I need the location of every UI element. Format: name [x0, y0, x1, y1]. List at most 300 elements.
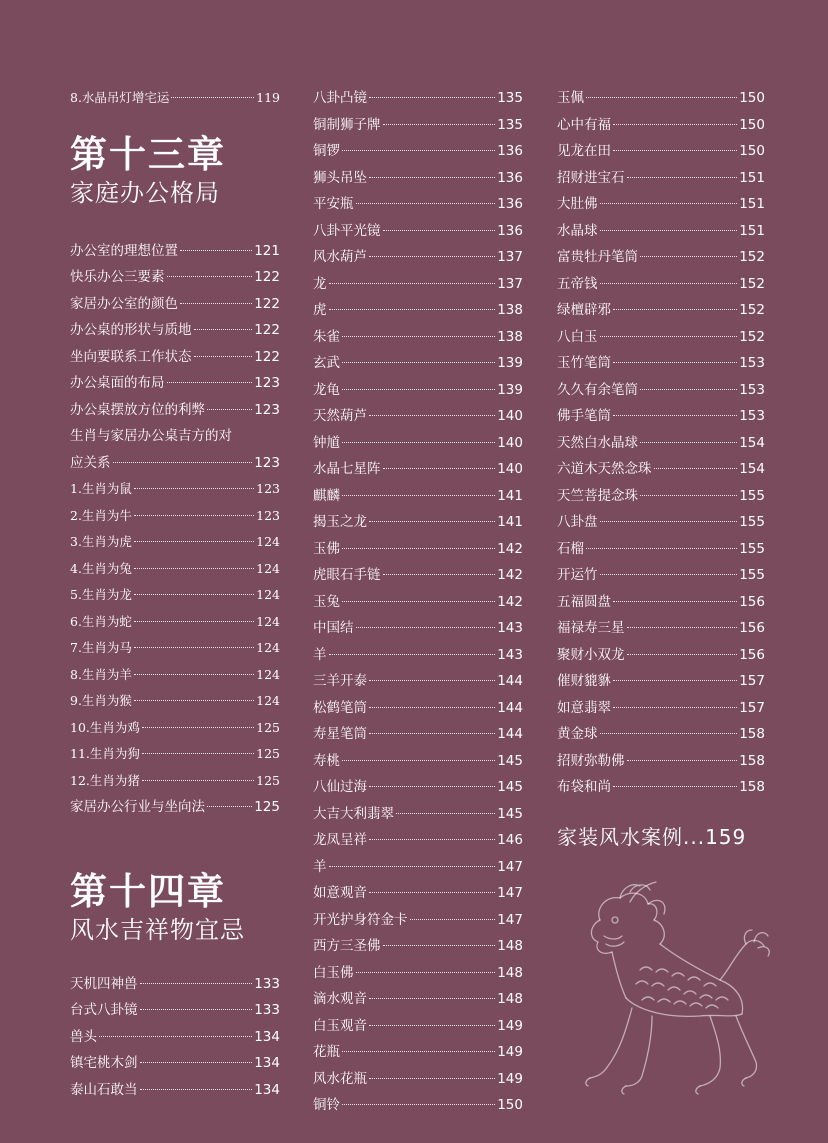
toc-entry-page: 124	[256, 666, 280, 682]
toc-entry-label: 办公桌面的布局	[70, 375, 165, 391]
big-entry-page: 159	[705, 824, 747, 849]
toc-entry[interactable]	[313, 509, 523, 536]
toc-entry[interactable]	[313, 403, 523, 430]
toc-entry-label: 风水花瓶	[313, 1070, 367, 1087]
toc-entry[interactable]	[70, 476, 280, 503]
toc-entry-page: 122	[254, 322, 280, 338]
toc-entry[interactable]	[557, 138, 765, 165]
toc-entry[interactable]	[313, 377, 523, 404]
toc-entry[interactable]	[557, 509, 765, 536]
toc-entry-label: 龙凤呈祥	[313, 832, 367, 848]
leader-dots	[383, 945, 496, 946]
toc-entry[interactable]	[70, 291, 280, 318]
toc-entry-label: 八卦凸镜	[313, 90, 367, 106]
leader-dots	[369, 1078, 495, 1079]
toc-entry-page: 123	[254, 401, 280, 418]
toc-entry-page: 150	[739, 116, 765, 133]
toc-entry-page: 136	[497, 143, 523, 159]
toc-entry[interactable]	[313, 642, 523, 669]
toc-entry-label: 平安瓶	[313, 196, 354, 212]
chapter13-entries	[70, 238, 280, 424]
toc-entry-page: 151	[739, 222, 765, 239]
toc-entry-page: 134	[254, 1055, 280, 1071]
leader-dots	[329, 309, 496, 310]
toc-entry-page: 156	[739, 620, 765, 636]
leader-dots	[627, 177, 738, 178]
toc-entry-label: 玉佛	[313, 540, 340, 557]
toc-entry-page: 146	[497, 832, 523, 848]
toc-entry[interactable]	[313, 1092, 523, 1119]
leader-dots	[600, 203, 738, 204]
leader-dots	[369, 256, 495, 257]
toc-entry[interactable]	[70, 971, 280, 998]
leader-dots	[369, 1025, 495, 1026]
toc-entry-page: 148	[497, 964, 523, 981]
toc-entry[interactable]	[313, 668, 523, 695]
toc-entry-page: 145	[497, 752, 523, 769]
toc-entry[interactable]	[313, 854, 523, 881]
toc-entry[interactable]	[313, 483, 523, 510]
toc-entry-page: 149	[497, 1044, 523, 1060]
leader-dots	[140, 983, 253, 984]
toc-entry[interactable]	[313, 748, 523, 775]
leader-dots	[600, 283, 738, 284]
toc-entry-label: 玉佩	[557, 90, 584, 106]
toc-big-entry[interactable]	[557, 821, 765, 850]
toc-entry-page: 124	[256, 560, 280, 576]
leader-dots	[613, 309, 737, 310]
toc-entry-page: 152	[739, 275, 765, 292]
toc-entry-page: 142	[497, 567, 523, 583]
toc-entry[interactable]	[70, 582, 280, 609]
toc-entry-page: 122	[254, 295, 280, 312]
toc-entry-page: 123	[254, 454, 280, 471]
leader-dots	[369, 521, 495, 522]
leader-dots	[640, 442, 737, 443]
leader-dots	[194, 356, 253, 357]
toc-entry[interactable]	[557, 350, 765, 377]
toc-entry-label: 黄金球	[557, 726, 598, 742]
toc-entry-page: 158	[739, 752, 765, 769]
toc-entry[interactable]	[313, 721, 523, 748]
toc-entry-page: 140	[497, 434, 523, 451]
toc-entry[interactable]	[313, 615, 523, 642]
toc-entry[interactable]	[70, 238, 280, 265]
leader-dots	[600, 733, 738, 734]
leader-dots	[180, 250, 252, 251]
chapter-13-subtitle: 家庭办公格局	[70, 178, 220, 207]
leader-dots	[342, 336, 495, 337]
toc-entry[interactable]	[313, 430, 523, 457]
toc-entry-label: 聚财小双龙	[557, 646, 625, 663]
toc-entry[interactable]	[557, 271, 765, 298]
toc-entry-page: 155	[739, 487, 765, 504]
toc-entry[interactable]	[70, 794, 280, 821]
toc-entry-label: 快乐办公三要素	[70, 269, 165, 285]
toc-entry[interactable]	[313, 695, 523, 722]
leader-dots	[140, 1009, 253, 1010]
toc-entry[interactable]	[557, 324, 765, 351]
leader-dots	[342, 760, 495, 761]
toc-entry-multiline-line1[interactable]: 生肖与家居办公桌吉方的对	[70, 428, 232, 444]
leader-dots	[613, 415, 737, 416]
toc-entry-page: 124	[256, 640, 280, 655]
leader-dots	[396, 813, 495, 814]
toc-entry-label: 水晶七星阵	[313, 461, 381, 477]
leader-dots	[383, 574, 496, 575]
toc-entry-label: 玉竹笔筒	[557, 355, 611, 371]
toc-entry[interactable]	[313, 907, 523, 934]
toc-entry-label: 富贵牡丹笔筒	[557, 249, 638, 265]
toc-entry-page: 123	[256, 481, 280, 496]
toc-entry-page: 138	[497, 328, 523, 345]
toc-entry-page: 138	[497, 302, 523, 318]
chapter14-entries	[70, 971, 280, 1104]
toc-entry-multiline-line2[interactable]	[70, 450, 280, 477]
toc-entry[interactable]	[557, 244, 765, 271]
toc-entry-page: 136	[497, 196, 523, 212]
leader-dots	[134, 541, 254, 542]
toc-entry[interactable]	[70, 370, 280, 397]
toc-entry-page: 139	[497, 381, 523, 398]
toc-entry[interactable]	[70, 997, 280, 1024]
toc-entry-page: 148	[497, 991, 523, 1007]
leader-dots	[342, 389, 495, 390]
leader-dots	[142, 753, 254, 754]
toc-entry[interactable]	[313, 1039, 523, 1066]
leader-dots	[586, 97, 737, 98]
toc-entry-page: 124	[256, 587, 280, 602]
toc-column-3	[557, 85, 765, 850]
toc-entry-page: 151	[739, 169, 765, 186]
toc-entry-label: 见龙在田	[557, 143, 611, 159]
toc-entry-page: 122	[254, 269, 280, 285]
leader-dots	[167, 276, 253, 277]
toc-entry-page: 157	[739, 673, 765, 689]
leader-dots	[369, 892, 495, 893]
toc-entry-page: 144	[497, 699, 523, 716]
toc-entry[interactable]	[70, 741, 280, 768]
leader-dots	[613, 150, 737, 151]
toc-entry[interactable]	[70, 609, 280, 636]
toc-entry-page: 125	[256, 772, 280, 788]
toc-entry-label: 八仙过海	[313, 779, 367, 795]
toc-entry[interactable]	[313, 138, 523, 165]
toc-entry[interactable]	[313, 801, 523, 828]
toc-entry[interactable]	[557, 668, 765, 695]
leader-dots	[369, 97, 495, 98]
leader-dots	[369, 707, 495, 708]
toc-entry-label: 开运竹	[557, 567, 598, 583]
toc-entry[interactable]	[557, 695, 765, 722]
toc-entry-label: 坐向要联系工作状态	[70, 348, 192, 365]
toc-entry-page: 152	[739, 302, 765, 318]
toc-entry[interactable]	[313, 1013, 523, 1040]
toc-entry-label: 12.生肖为猪	[70, 772, 140, 788]
toc-entry-label: 白玉观音	[313, 1017, 367, 1034]
toc-entry-page: 139	[497, 355, 523, 371]
toc-entry[interactable]	[313, 271, 523, 298]
toc-entry[interactable]	[313, 350, 523, 377]
toc-entry[interactable]	[313, 536, 523, 563]
toc-entry[interactable]	[557, 218, 765, 245]
toc-entry-page: 156	[739, 593, 765, 610]
toc-entry[interactable]	[313, 986, 523, 1013]
toc-entry-label: 久久有余笔筒	[557, 381, 638, 398]
toc-entry[interactable]	[557, 456, 765, 483]
leader-dots	[369, 786, 495, 787]
toc-entry-label: 5.生肖为龙	[70, 587, 132, 602]
toc-entry-label: 虎	[313, 302, 327, 318]
leader-dots	[134, 488, 254, 489]
toc-entry-page: 140	[497, 408, 523, 424]
leader-dots	[134, 515, 254, 516]
toc-entry[interactable]	[557, 165, 765, 192]
toc-entry-label: 佛手笔筒	[557, 408, 611, 424]
toc-entry[interactable]	[313, 244, 523, 271]
toc-entry[interactable]	[70, 529, 280, 556]
toc-entry[interactable]	[70, 397, 280, 424]
leader-dots	[369, 680, 495, 681]
toc-entry[interactable]	[313, 562, 523, 589]
toc-entry-label: 招财弥勒佛	[557, 752, 625, 769]
toc-entry[interactable]	[313, 933, 523, 960]
leader-dots	[356, 627, 496, 628]
leader-dots	[180, 303, 252, 304]
leader-dots	[369, 177, 495, 178]
toc-entry-label: 花瓶	[313, 1044, 340, 1060]
toc-entry[interactable]	[70, 1077, 280, 1104]
leader-dots	[640, 495, 737, 496]
toc-entry[interactable]	[70, 85, 280, 112]
toc-entry[interactable]	[557, 297, 765, 324]
toc-entry-label: 6.生肖为蛇	[70, 613, 132, 629]
leader-dots	[342, 601, 495, 602]
leader-dots	[207, 806, 252, 807]
toc-entry-label: 麒麟	[313, 487, 340, 504]
leader-dots	[613, 680, 737, 681]
chapter-14-heading	[70, 869, 280, 945]
toc-entry[interactable]	[557, 748, 765, 775]
toc-entry-page: 141	[497, 487, 523, 504]
toc-entry[interactable]	[70, 688, 280, 715]
leader-dots	[600, 336, 738, 337]
toc-entry[interactable]	[313, 1066, 523, 1093]
toc-entry-page: 145	[497, 805, 523, 822]
toc-entry-label: 玉兔	[313, 593, 340, 610]
toc-entry-label: 办公桌摆放方位的利弊	[70, 401, 205, 418]
leader-dots	[342, 1051, 495, 1052]
leader-dots	[207, 409, 252, 410]
toc-entry[interactable]	[313, 589, 523, 616]
toc-entry-label: 4.生肖为兔	[70, 560, 132, 576]
leader-dots	[613, 601, 737, 602]
chapter12-tail-list	[70, 85, 280, 112]
toc-entry-page: 144	[497, 726, 523, 742]
toc-entry-page: 134	[254, 1028, 280, 1045]
toc-entry[interactable]	[313, 827, 523, 854]
toc-entry[interactable]	[557, 615, 765, 642]
toc-entry-page: 147	[497, 885, 523, 901]
toc-entry-label: 石榴	[557, 540, 584, 557]
toc-entry[interactable]	[557, 774, 765, 801]
leader-dots	[613, 362, 737, 363]
toc-entry-label: 羊	[313, 646, 327, 663]
toc-entry[interactable]	[313, 191, 523, 218]
toc-entry[interactable]	[557, 642, 765, 669]
leader-dots	[600, 521, 738, 522]
toc-entry-label: 催财貔貅	[557, 673, 611, 689]
toc-entry-page: 149	[497, 1070, 523, 1087]
toc-entry[interactable]	[313, 112, 523, 139]
leader-dots	[140, 1062, 253, 1063]
toc-entry-label: 铜锣	[313, 143, 340, 159]
toc-column-2	[313, 85, 523, 1119]
toc-entry-page: 151	[739, 196, 765, 212]
toc-entry-label: 天然葫芦	[313, 408, 367, 424]
toc-entry-page: 149	[497, 1017, 523, 1034]
toc-entry[interactable]	[557, 536, 765, 563]
toc-entry[interactable]	[557, 377, 765, 404]
toc-entry-label: 滴水观音	[313, 991, 367, 1007]
toc-entry[interactable]	[313, 218, 523, 245]
toc-entry-label: 羊	[313, 858, 327, 875]
toc-entry-label: 7.生肖为马	[70, 640, 132, 655]
toc-entry[interactable]	[557, 430, 765, 457]
toc-entry-label: 招财进宝石	[557, 169, 625, 186]
toc-entry-label: 风水葫芦	[313, 249, 367, 265]
toc-entry-label: 天然白水晶球	[557, 434, 638, 451]
toc-entry-label: 大吉大利翡翠	[313, 805, 394, 822]
toc-entry-page: 142	[497, 593, 523, 610]
toc-entry[interactable]	[70, 264, 280, 291]
toc-entry[interactable]	[70, 768, 280, 795]
toc-entry[interactable]	[557, 403, 765, 430]
toc-entry[interactable]	[313, 456, 523, 483]
toc-entry-label: 泰山石敢当	[70, 1081, 138, 1098]
toc-entry-page: 123	[256, 507, 280, 523]
leader-dots	[342, 548, 495, 549]
toc-entry[interactable]	[313, 774, 523, 801]
toc-entry-label: 八白玉	[557, 328, 598, 345]
toc-entry[interactable]	[557, 562, 765, 589]
chapter-13-title: 第十三章	[70, 131, 226, 176]
toc-entry[interactable]	[557, 112, 765, 139]
leader-dots	[410, 919, 496, 920]
toc-entry-label: 三羊开泰	[313, 673, 367, 689]
toc-entry-page: 145	[497, 779, 523, 795]
leader-dots	[194, 329, 253, 330]
toc-entry[interactable]	[313, 297, 523, 324]
toc-entry-page: 136	[497, 169, 523, 186]
leader-dots	[356, 972, 496, 973]
chapter13-zodiac-entries	[70, 476, 280, 821]
toc-entry-label: 五福圆盘	[557, 593, 611, 610]
toc-entry-page: 122	[254, 348, 280, 365]
toc-entry-page: 119	[256, 90, 280, 105]
toc-entry[interactable]	[70, 715, 280, 742]
toc-entry-page: 125	[256, 746, 280, 761]
leader-dots	[99, 1036, 252, 1037]
toc-entry[interactable]	[70, 317, 280, 344]
toc-entry-label: 10.生肖为鸡	[70, 719, 140, 735]
toc-entry[interactable]	[557, 85, 765, 112]
toc-entry-page: 147	[497, 858, 523, 875]
leader-dots	[613, 786, 737, 787]
toc-entry-page: 125	[254, 799, 280, 815]
toc-entry-label: 开光护身符金卡	[313, 911, 408, 928]
leader-dots	[171, 97, 254, 98]
toc-entry-label: 大肚佛	[557, 196, 598, 212]
toc-entry[interactable]	[313, 85, 523, 112]
toc-entry[interactable]	[557, 721, 765, 748]
leader-dots	[134, 568, 254, 569]
toc-entry-page: 152	[739, 328, 765, 345]
leader-dots	[342, 362, 495, 363]
leader-dots	[142, 727, 254, 728]
toc-entry[interactable]	[557, 191, 765, 218]
toc-entry[interactable]	[313, 165, 523, 192]
toc-column-1	[70, 85, 280, 1103]
toc-entry-label: 龙	[313, 275, 327, 292]
toc-entry[interactable]	[557, 589, 765, 616]
leader-dots	[627, 654, 738, 655]
toc-entry[interactable]	[70, 503, 280, 530]
toc-entry-page: 123	[254, 375, 280, 391]
leader-dots	[134, 594, 254, 595]
toc-entry-page: 143	[497, 646, 523, 663]
toc-entry-page: 125	[256, 719, 280, 735]
leader-dots	[329, 283, 496, 284]
leader-dots	[640, 389, 737, 390]
toc-entry-page: 157	[739, 699, 765, 716]
toc-entry-page: 150	[739, 90, 765, 106]
toc-entry-label: 寿桃	[313, 752, 340, 769]
toc-entry-label: 镇宅桃木剑	[70, 1055, 138, 1071]
toc-entry-label: 兽头	[70, 1028, 97, 1045]
toc-entry-page: 152	[739, 249, 765, 265]
leader-dots	[627, 760, 738, 761]
toc-entry-label: 1.生肖为鼠	[70, 481, 132, 496]
toc-entry-label: 寿星笔筒	[313, 726, 367, 742]
toc-entry[interactable]	[313, 960, 523, 987]
toc-entry[interactable]	[557, 483, 765, 510]
leader-dots	[613, 124, 737, 125]
toc-entry[interactable]	[70, 344, 280, 371]
leader-dots	[142, 780, 254, 781]
toc-entry-label: 8.生肖为羊	[70, 666, 132, 682]
toc-entry[interactable]	[70, 1024, 280, 1051]
toc-entry-label: 如意翡翠	[557, 699, 611, 716]
toc-entry-label: 白玉佛	[313, 964, 354, 981]
big-entry-dots: ...	[683, 824, 706, 849]
toc-entry-label: 朱雀	[313, 328, 340, 345]
leader-dots	[640, 256, 737, 257]
toc-entry[interactable]	[70, 556, 280, 583]
toc-entry-page: 137	[497, 275, 523, 292]
toc-entry-label: 家居办公行业与坐向法	[70, 799, 205, 815]
toc-entry-page: 140	[497, 461, 523, 477]
leader-dots	[342, 1104, 495, 1105]
toc-entry[interactable]	[313, 880, 523, 907]
toc-entry[interactable]	[70, 635, 280, 662]
toc-entry[interactable]	[313, 324, 523, 351]
toc-entry-label: 8.水晶吊灯增宅运	[70, 90, 170, 105]
toc-entry-page: 147	[497, 911, 523, 928]
toc-entry-label: 铜铃	[313, 1097, 340, 1113]
toc-entry[interactable]	[70, 662, 280, 689]
toc-entry[interactable]	[70, 1050, 280, 1077]
